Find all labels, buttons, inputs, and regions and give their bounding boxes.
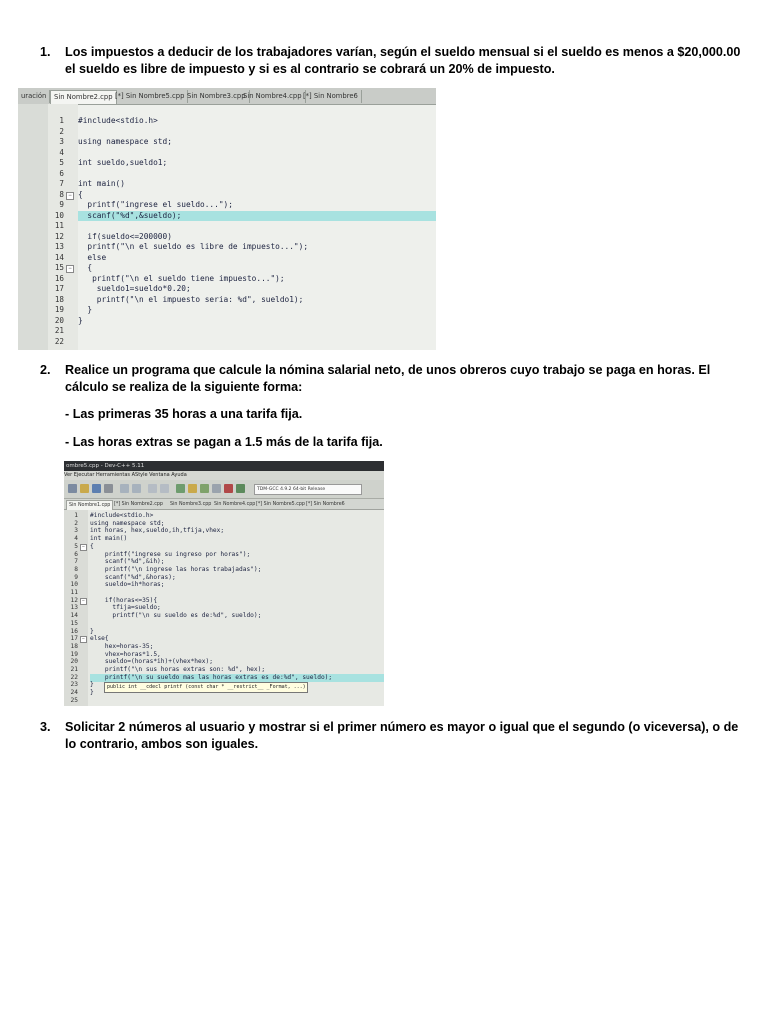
line-number: 25: [70, 696, 78, 704]
code-line: sueldo=(horas*ih)+(vhex*hex);: [90, 658, 213, 666]
save-icon[interactable]: [92, 484, 101, 493]
line-number: 11: [70, 589, 78, 596]
line-number: 16: [54, 273, 64, 283]
line-number: 8: [59, 189, 64, 199]
editor-tab[interactable]: Sin Nombre3.cpp: [170, 502, 212, 507]
question-3-text: Solicitar 2 números al usuario y mostrar si el primer número es mayor o igual que el segundo (o viceversa), o de lo contrario, ambos son iguales.: [65, 720, 739, 751]
code-line: if(sueldo<=200000): [78, 231, 172, 241]
line-number: 24: [70, 689, 78, 697]
code-line: printf("\n ingrese las horas trabajadas");: [90, 565, 262, 573]
indent-icon[interactable]: [148, 484, 157, 493]
project-panel: [18, 104, 49, 350]
editor-tab[interactable]: [*] Sin Nombre6: [300, 90, 362, 103]
fold-toggle-icon[interactable]: −: [80, 544, 87, 551]
code-line: if(horas<=35){: [90, 596, 158, 604]
bullet-extra-hours: - Las horas extras se pagan a 1.5 más de la tarifa fija.: [65, 435, 383, 449]
code-line: [90, 697, 384, 706]
code-line: tfija=sueldo;: [90, 604, 161, 612]
line-number: 10: [70, 581, 78, 589]
code-line: printf("\n el sueldo tiene impuesto...");: [78, 273, 285, 283]
line-number: 10: [54, 210, 64, 220]
line-number: 23: [70, 681, 78, 689]
code-line: printf("\n su sueldo es de:%d", sueldo);: [90, 612, 262, 620]
question-3-number: 3.: [40, 720, 51, 734]
redo-icon[interactable]: [132, 484, 141, 493]
window-title: ombre5.cpp - Dev-C++ 5.11: [64, 461, 384, 471]
line-number: 3: [74, 527, 78, 535]
code-line: }: [78, 315, 83, 325]
check-icon[interactable]: [212, 484, 221, 493]
code-line: [78, 127, 436, 138]
stop-icon[interactable]: [224, 484, 233, 493]
line-number: 18: [70, 642, 78, 650]
new-file-icon[interactable]: [68, 484, 77, 493]
code-line: #include<stdio.h>: [90, 512, 154, 519]
editor-tab[interactable]: [*] Sin Nombre5.cpp: [112, 90, 188, 103]
code-line: printf("ingrese su ingreso por horas");: [90, 550, 251, 558]
line-number: 22: [70, 673, 78, 681]
code-line: printf("\n su sueldo mas las horas extras es de:%d", sueldo);: [90, 674, 384, 683]
line-number-gutter: [64, 510, 88, 706]
line-number: 14: [54, 252, 64, 262]
code-line: [78, 148, 436, 159]
line-number: 21: [54, 326, 64, 335]
line-number: 1: [74, 512, 78, 519]
compile-run-icon[interactable]: [200, 484, 209, 493]
line-number: 9: [74, 573, 78, 581]
line-number: 22: [54, 336, 64, 346]
line-number: 19: [70, 650, 78, 658]
editor-tab[interactable]: Sin Nombre4.cpp: [214, 502, 256, 507]
code-editor: [90, 510, 384, 706]
code-line: printf("ingrese el sueldo...");: [78, 200, 233, 209]
code-line: printf("\n el impuesto seria: %d", sueldo1);: [78, 294, 304, 304]
code-line: {: [90, 542, 94, 550]
code-line: printf("\n el sueldo es libre de impuesto...");: [78, 242, 309, 251]
code-line: else{: [90, 635, 109, 643]
screenshot-code-2: [64, 461, 384, 706]
question-2-number: 2.: [40, 363, 51, 377]
editor-tab-bar: [18, 88, 436, 105]
screenshot-code-1: [18, 88, 436, 350]
open-folder-icon[interactable]: [80, 484, 89, 493]
line-number: 2: [59, 126, 64, 136]
code-line: }: [90, 627, 94, 635]
code-line: using namespace std;: [90, 519, 165, 527]
fold-toggle-icon[interactable]: −: [66, 265, 74, 273]
code-line: [78, 326, 436, 337]
line-number: 16: [70, 627, 78, 635]
editor-tab[interactable]: Sin Nombre1.cpp: [66, 500, 113, 510]
line-number: 1: [59, 116, 64, 125]
line-number: 14: [70, 612, 78, 620]
code-line: scanf("%d",&sueldo);: [78, 211, 436, 222]
line-number: 12: [70, 596, 78, 604]
line-number: 6: [74, 550, 78, 558]
run-icon[interactable]: [188, 484, 197, 493]
line-number: 5: [74, 542, 78, 550]
toolbar: [64, 480, 384, 499]
line-number: 21: [70, 666, 78, 673]
code-line: }: [90, 689, 94, 697]
fold-toggle-icon[interactable]: −: [80, 636, 87, 643]
line-number: 20: [54, 315, 64, 325]
print-icon[interactable]: [104, 484, 113, 493]
question-2-text: Realice un programa que calcule la nómina salarial neto, de unos obreros cuyo trabajo se paga en horas. El cálculo se realiza de la siguiente forma:: [65, 363, 711, 394]
code-line: #include<stdio.h>: [78, 116, 158, 125]
editor-tab[interactable]: [*] Sin Nombre5.cpp: [256, 502, 305, 507]
code-line: int sueldo,sueldo1;: [78, 158, 168, 167]
editor-tab-bar: [64, 499, 384, 510]
line-number: 7: [74, 558, 78, 566]
code-line: sueldo=ih*horas;: [90, 581, 165, 589]
editor-tab[interactable]: Sin Nombre4.cpp: [240, 90, 306, 103]
fold-toggle-icon[interactable]: −: [66, 192, 74, 200]
code-editor: [78, 104, 436, 350]
editor-tab[interactable]: Sin Nombre3.cpp: [184, 90, 250, 103]
bullet-fixed-rate: - Las primeras 35 horas a una tarifa fija.: [65, 407, 303, 421]
code-line: [78, 337, 436, 348]
question-1-text: Los impuestos a deducir de los trabajadores varían, según el sueldo mensual si el sueldo es menos a $20,000.00 el sueldo es libre de impuesto y si es al contrario se cobrará un 20% de impuesto.: [65, 45, 741, 76]
unindent-icon[interactable]: [160, 484, 169, 493]
editor-tab[interactable]: [*] Sin Nombre2.cpp: [114, 502, 163, 507]
line-number: 11: [54, 221, 64, 230]
line-number: 13: [54, 242, 64, 251]
editor-tab[interactable]: [*] Sin Nombre6: [306, 502, 345, 507]
editor-tab[interactable]: Sin Nombre2.cpp: [50, 90, 117, 104]
code-line: else: [78, 252, 107, 262]
line-number: 5: [59, 158, 64, 167]
line-number: 18: [54, 294, 64, 304]
function-hint-tooltip: public int __cdecl printf (const char * __restrict__ _Format, ...): [104, 682, 308, 693]
code-line: int horas, hex,sueldo,ih,tfija,vhex;: [90, 527, 225, 535]
line-number: 20: [70, 658, 78, 666]
line-number: 8: [74, 565, 78, 573]
compile-icon[interactable]: [176, 484, 185, 493]
line-number: 4: [59, 147, 64, 157]
fold-toggle-icon[interactable]: −: [80, 598, 87, 605]
undo-icon[interactable]: [120, 484, 129, 493]
line-number: 3: [59, 137, 64, 146]
question-1-number: 1.: [40, 45, 51, 59]
line-number: 12: [54, 231, 64, 241]
line-number: 17: [70, 635, 78, 643]
line-number: 2: [74, 519, 78, 527]
line-number: 19: [54, 305, 64, 314]
code-line: }: [78, 305, 93, 314]
editor-tab[interactable]: uración: [18, 90, 50, 103]
code-line: int main(): [78, 179, 125, 188]
chart-icon[interactable]: [236, 484, 245, 493]
code-line: {: [78, 263, 93, 272]
code-line: hex=horas-35;: [90, 642, 154, 650]
code-line: printf("\n sus horas extras son: %d", hex);: [90, 666, 266, 673]
line-number-gutter: [48, 104, 78, 350]
code-line: [78, 169, 436, 180]
code-line: vhex=horas*1.5,: [90, 650, 161, 658]
line-number: 15: [54, 263, 64, 272]
code-line: scanf("%d",&ih);: [90, 558, 165, 566]
line-number: 6: [59, 168, 64, 178]
code-line: sueldo1=sueldo*0.20;: [78, 284, 191, 293]
code-line: scanf("%d",&horas);: [90, 573, 176, 581]
code-line: using namespace std;: [78, 137, 172, 146]
line-number: 17: [54, 284, 64, 293]
compiler-select[interactable]: TDM-GCC 4.9.2 64-bit Release: [254, 484, 362, 495]
line-number: 13: [70, 604, 78, 612]
line-number: 4: [74, 535, 78, 543]
code-line: int main(): [90, 535, 128, 543]
code-line: {: [78, 189, 83, 199]
menu-bar: Ver Ejecutar Herramientas AStyle Ventana Ayuda: [64, 471, 384, 480]
code-line: }: [90, 681, 94, 689]
code-line: [78, 221, 436, 232]
line-number: 7: [59, 179, 64, 188]
line-number: 9: [59, 200, 64, 209]
line-number: 15: [70, 619, 78, 627]
